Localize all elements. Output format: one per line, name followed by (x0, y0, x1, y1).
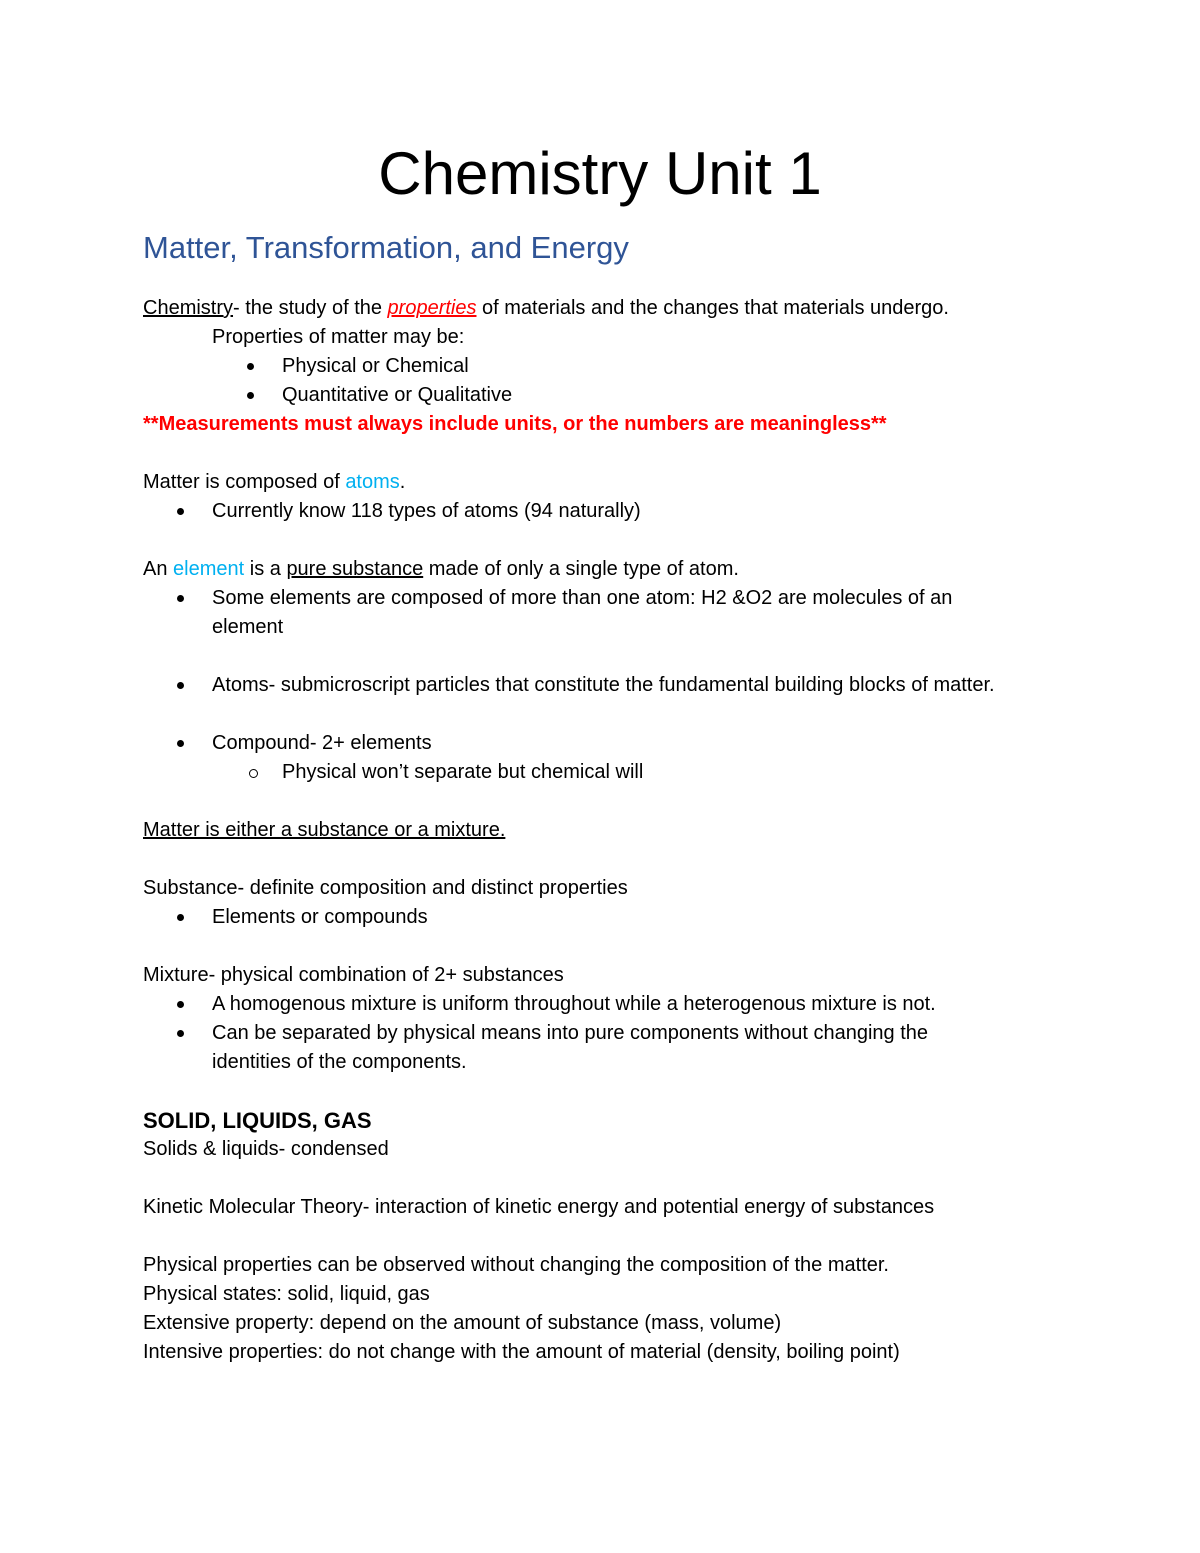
element-text-b: is a (244, 558, 287, 580)
matter-either-statement: Matter is either a substance or a mixture. (143, 819, 506, 841)
condensed-statement: Solids & liquids- condensed (143, 1138, 389, 1160)
physical-states-statement: Physical states: solid, liquid, gas (143, 1283, 430, 1305)
atoms-text-a: Matter is composed of (143, 471, 346, 493)
element-text-c: made of only a single type of atom. (423, 558, 739, 580)
list-item: Elements or compounds (143, 903, 1063, 932)
list-item: Some elements are composed of more than one atom: H2 &O2 are molecules of an element (143, 584, 1012, 642)
extensive-property-statement: Extensive property: depend on the amount of substance (mass, volume) (143, 1312, 782, 1334)
pure-substance-term: pure substance (286, 558, 424, 580)
element-statement (143, 555, 1063, 584)
list-item: Currently know 118 types of atoms (94 naturally) (143, 497, 1063, 526)
chemistry-def-text-b: of materials and the changes that materials undergo. (476, 297, 949, 319)
atoms-statement (143, 468, 1063, 497)
compound-list (143, 729, 1063, 758)
properties-highlight: properties (387, 297, 477, 319)
atoms-highlight: atoms (345, 471, 400, 493)
list-item: Physical won’t separate but chemical will (143, 758, 1063, 787)
properties-list (143, 352, 1063, 410)
document-body (143, 294, 1063, 1367)
element-text-a: An (143, 558, 174, 580)
element-list (143, 584, 1063, 642)
element-highlight: element (173, 558, 245, 580)
properties-intro: Properties of matter may be: (212, 326, 465, 348)
intensive-property-statement: Intensive properties: do not change with the amount of material (density, boiling point) (143, 1341, 900, 1363)
physical-properties-statement: Physical properties can be observed without changing the composition of the matter. (143, 1254, 889, 1276)
list-item: A homogenous mixture is uniform throughout while a heterogenous mixture is not. (143, 990, 1063, 1019)
page-subtitle: Matter, Transformation, and Energy (143, 230, 629, 265)
list-item: Physical or Chemical (143, 352, 1063, 381)
chemistry-term: Chemistry (143, 297, 234, 319)
states-heading: SOLID, LIQUIDS, GAS (143, 1108, 372, 1133)
list-item: Compound- 2+ elements (143, 729, 1063, 758)
page-title: Chemistry Unit 1 (378, 140, 822, 207)
compound-sublist (143, 758, 1063, 787)
measurement-note: **Measurements must always include units, or the numbers are meaningless** (143, 413, 887, 435)
chemistry-definition (143, 294, 1063, 323)
list-item: Atoms- submicroscript particles that constitute the fundamental building blocks of matter. (143, 671, 1012, 700)
substance-definition: Substance- definite composition and distinct properties (143, 877, 628, 899)
atoms-list (143, 497, 1063, 526)
list-item: Quantitative or Qualitative (143, 381, 1063, 410)
chemistry-def-text-a: - the study of the (233, 297, 388, 319)
mixture-list (143, 990, 1063, 1077)
mixture-definition: Mixture- physical combination of 2+ substances (143, 964, 564, 986)
atoms-def-list (143, 671, 1063, 700)
list-item: Can be separated by physical means into pure components without changing the identities of the components. (143, 1019, 1012, 1077)
kmt-statement: Kinetic Molecular Theory- interaction of kinetic energy and potential energy of substances (143, 1196, 935, 1218)
substance-list (143, 903, 1063, 932)
atoms-text-b: . (399, 471, 406, 493)
